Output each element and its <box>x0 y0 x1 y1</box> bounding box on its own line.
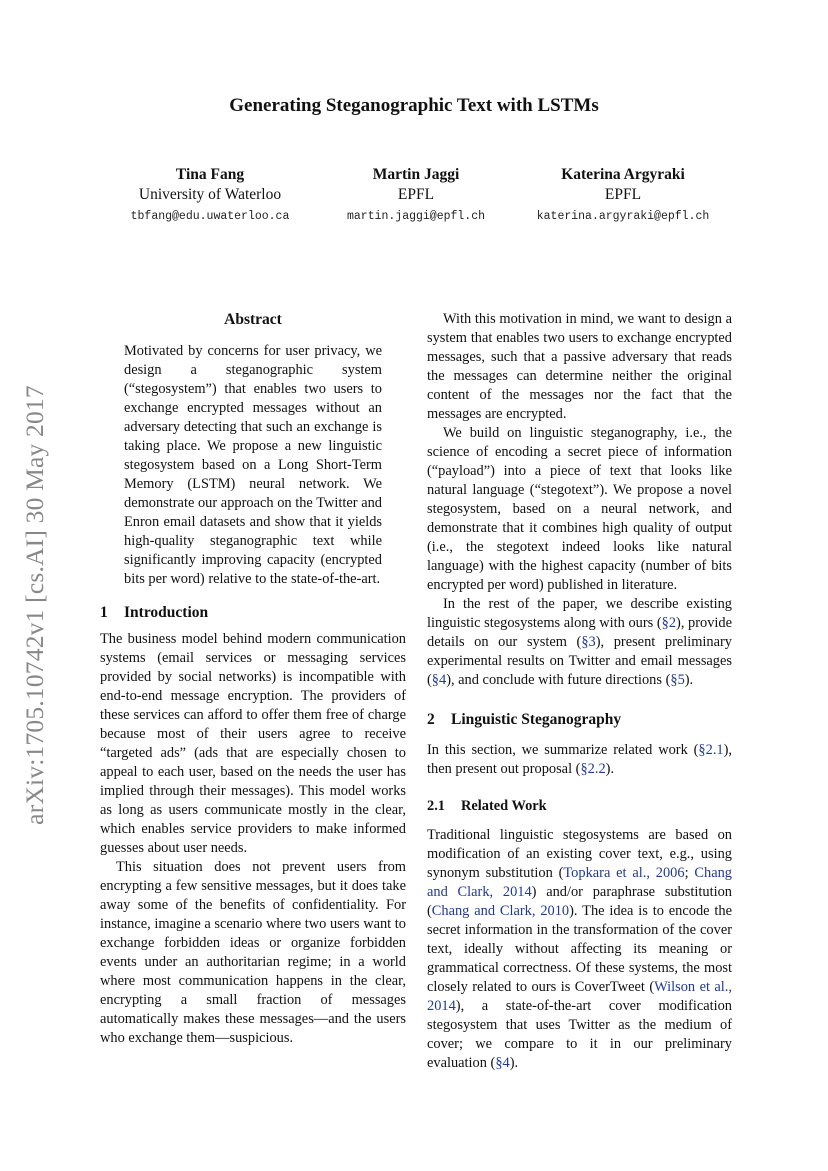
citation-link[interactable]: Chang and Clark, 2010 <box>431 903 570 919</box>
text-run: ). The idea is to encode the secret information in the transformation of the cover text, ideally without affecting its meaning or grammatical correctness. Of these systems, the most closely related to ours is CoverTweet ( <box>427 903 732 995</box>
right-column <box>427 310 732 424</box>
paragraph <box>427 741 732 779</box>
text-run: ) and/or paraphrase substitution ( <box>427 884 732 919</box>
section-title: Linguistic Steganography <box>451 711 622 728</box>
subsection-heading <box>427 797 732 816</box>
cross-ref-link[interactable]: §3 <box>581 634 596 650</box>
citation-link[interactable]: Topkara et al., 2006 <box>563 865 685 881</box>
subsection-number: 2.1 <box>427 798 445 814</box>
author-name: Tina Fang <box>175 166 245 183</box>
section-heading <box>427 710 732 729</box>
text-run: ), present preliminary experimental results on Twitter and email messages ( <box>427 634 733 688</box>
paragraph: This situation does not prevent users from encrypting a few sensitive messages, but it does take away some of the benefits of confidentiality. For instance, imagine a scenario where two users want to exchange forbidden ideas or organize forbidden events under an authoritarian regime; in a world where most communication happens in the clear, encrypting a small fraction of messages automatically makes these messages—and the users who exchange them—suspicious. <box>100 859 406 1046</box>
text-run: ), and conclude with future directions ( <box>446 672 671 688</box>
section-title: Introduction <box>124 604 209 621</box>
paragraph <box>427 826 732 1073</box>
subsection-title: Related Work <box>461 798 547 814</box>
text-run: ). <box>684 672 694 688</box>
text-run: ), then present out proposal ( <box>427 742 732 777</box>
section-heading <box>100 603 406 622</box>
section-number: 2 <box>427 711 435 728</box>
paragraph: We build on linguistic steganography, i.e., the science of encoding a secret piece of information (“payload”) into a piece of text that looks like natural language (“stegotext”). We propose a novel stegosystem, based on a neural network, and demonstrate that it combines high quality of output (i.e., the stegotext indeed looks like natural language) with the highest capacity (number of bits encrypted per word) published in literature. <box>427 425 732 593</box>
author-email: katerina.argyraki@epfl.ch <box>536 210 710 223</box>
left-column <box>100 310 406 1048</box>
author-affiliation: EPFL <box>604 186 642 203</box>
paper-title: Generating Steganographic Text with LSTMs <box>229 95 599 116</box>
author-affiliation: EPFL <box>397 186 435 203</box>
text-run: ). <box>509 1055 519 1071</box>
text-run: ). <box>605 761 615 777</box>
right-column-lower <box>427 595 732 1073</box>
text-run: ), a state-of-the-art cover modification stegosystem that uses Twitter as the medium of cover; we compare to it in our preliminary evaluation ( <box>427 998 732 1071</box>
text-run: In this section, we summarize related work ( <box>427 742 699 758</box>
abstract-text: Motivated by concerns for user privacy, we design a steganographic system (“stegosystem”) that enables two users to exchange encrypted messages without an adversary detecting that such an exchange is taking place. We propose a new linguistic stegosystem based on a Long Short-Term Memory (LSTM) neural network. We demonstrate our approach on the Twitter and Enron email datasets and show that it yields high-quality steganographic text while significantly improving capacity (encrypted bits per word) relative to the state-of-the-art. <box>124 343 382 587</box>
text-run: ; <box>684 865 695 881</box>
citation-link[interactable]: Chang and Clark, 2014 <box>427 865 732 900</box>
paragraph: With this motivation in mind, we want to design a system that enables two users to exchange encrypted messages, such that a passive adversary that reads the messages can determine neither the original content of the messages nor the fact that the messages are encrypted. <box>427 311 732 422</box>
author-name: Katerina Argyraki <box>561 166 685 183</box>
text-run: In the rest of the paper, we describe existing linguistic stegosystems along with ours ( <box>427 596 732 631</box>
arxiv-stamp-text: arXiv:1705.10742v1 [cs.AI] 30 May 2017 <box>20 385 49 825</box>
author-block <box>110 165 310 227</box>
cross-ref-link[interactable]: §2 <box>661 615 677 631</box>
author-email: tbfang@edu.uwaterloo.ca <box>130 210 290 223</box>
author-block <box>523 165 723 227</box>
abstract-heading: Abstract <box>224 311 282 328</box>
author-affiliation: University of Waterloo <box>138 186 282 203</box>
cross-ref-link[interactable]: §2.1 <box>698 742 724 758</box>
cross-ref-link[interactable]: §4 <box>495 1055 510 1071</box>
author-email: martin.jaggi@epfl.ch <box>346 210 486 223</box>
paragraph <box>427 595 732 690</box>
author-name: Martin Jaggi <box>372 166 460 183</box>
section-number: 1 <box>100 604 108 621</box>
text-run: Traditional linguistic stegosystems are based on modification of an existing cover text, e.g., using synonym substitution ( <box>427 827 732 881</box>
cross-ref-link[interactable]: §4 <box>431 672 447 688</box>
cross-ref-link[interactable]: §2.2 <box>580 761 606 777</box>
author-block <box>316 165 516 227</box>
text-run: ), provide details on our system ( <box>427 615 732 650</box>
right-column-mid <box>427 424 732 595</box>
arxiv-stamp <box>18 360 52 850</box>
cross-ref-link[interactable]: §5 <box>670 672 685 688</box>
paragraph: The business model behind modern communication systems (email services or messaging services provided by social networks) is incompatible with end-to-end message encryption. The providers of these services can afford to offer them free of charge because most of their users agree to receive “targeted ads” (ads that are especially chosen to appeal to each user, based on the needs the user has implied through their messages). This model works as long as users communicate mostly in the clear, which enables service providers to make informed guesses about user needs. <box>100 631 406 856</box>
citation-link[interactable]: Wilson et al., 2014 <box>427 979 732 1014</box>
